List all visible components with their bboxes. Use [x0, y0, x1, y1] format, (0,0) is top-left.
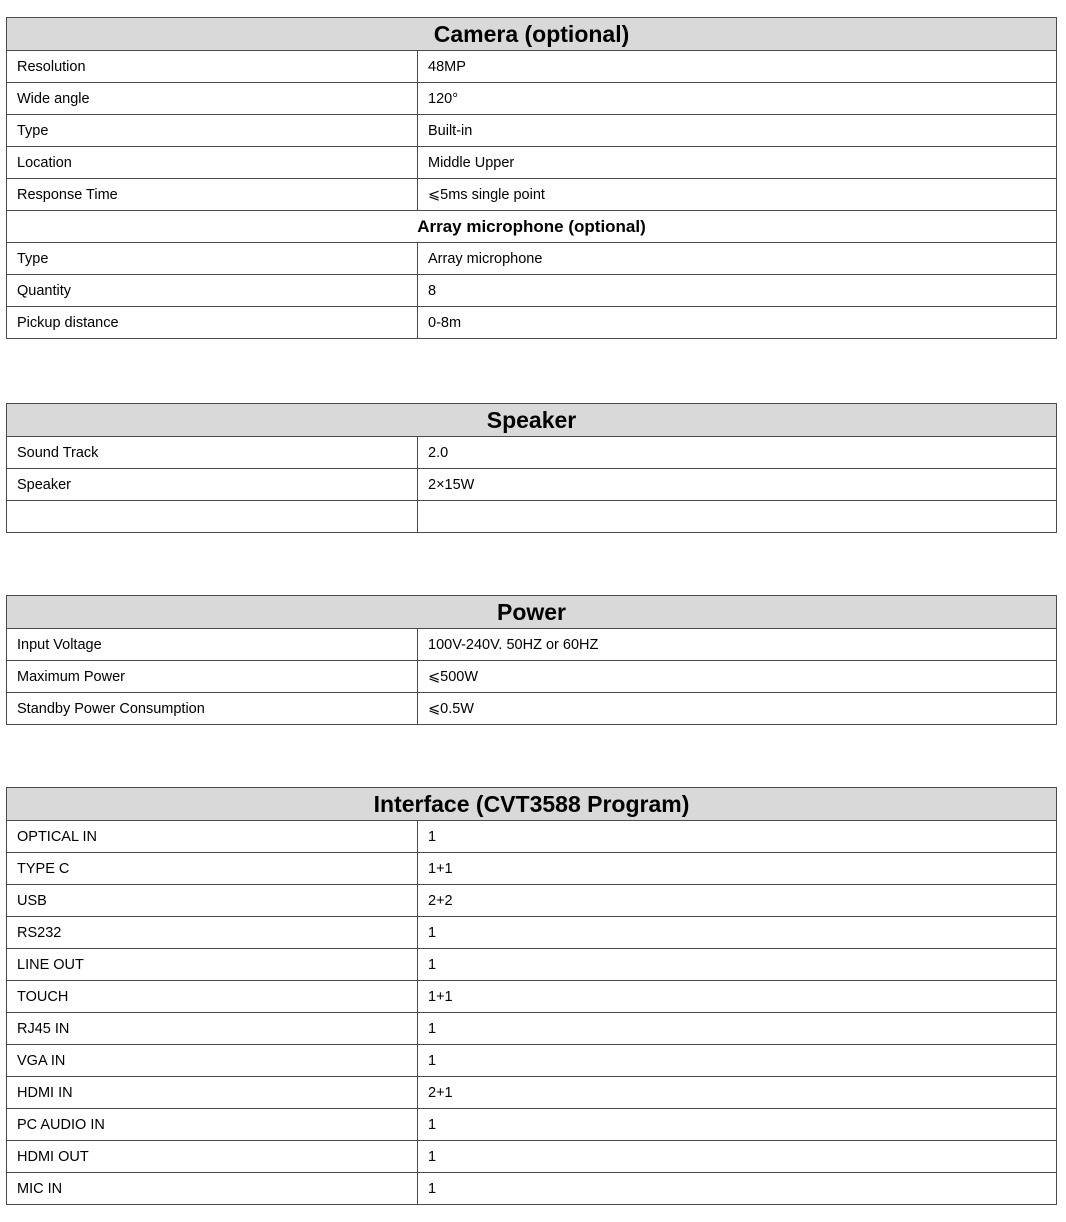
table-row	[7, 115, 1057, 147]
spec-value: 1	[418, 821, 1057, 853]
spec-value: Array microphone	[418, 243, 1057, 275]
spec-value: ⩽5ms single point	[418, 179, 1057, 211]
spec-label: HDMI OUT	[7, 1141, 418, 1173]
spec-label: OPTICAL IN	[7, 821, 418, 853]
spec-label: HDMI IN	[7, 1077, 418, 1109]
spec-value: 2.0	[418, 437, 1057, 469]
spec-value: 1	[418, 1045, 1057, 1077]
spec-label: MIC IN	[7, 1173, 418, 1205]
table-row	[7, 629, 1057, 661]
table-row	[7, 1077, 1057, 1109]
table-row	[7, 1109, 1057, 1141]
speaker-spec-table	[6, 403, 1057, 533]
spec-label: Input Voltage	[7, 629, 418, 661]
table-row	[7, 1013, 1057, 1045]
interface-spec-table	[6, 787, 1057, 1205]
spec-value: 1	[418, 917, 1057, 949]
power-spec-table	[6, 595, 1057, 725]
spec-label: Type	[7, 115, 418, 147]
table-row	[7, 51, 1057, 83]
table-row	[7, 693, 1057, 725]
power-section-title: Power	[7, 596, 1057, 629]
spec-label: Maximum Power	[7, 661, 418, 693]
spec-value: 48MP	[418, 51, 1057, 83]
spec-label	[7, 501, 418, 533]
table-row	[7, 821, 1057, 853]
spec-value: 2+1	[418, 1077, 1057, 1109]
table-row	[7, 853, 1057, 885]
table-row	[7, 917, 1057, 949]
spec-value	[418, 501, 1057, 533]
camera-section-title: Camera (optional)	[7, 18, 1057, 51]
table-row	[7, 981, 1057, 1013]
camera-spec-table	[6, 17, 1057, 339]
spec-label: Standby Power Consumption	[7, 693, 418, 725]
microphone-subsection-title: Array microphone (optional)	[7, 211, 1057, 243]
spec-label: RS232	[7, 917, 418, 949]
table-row	[7, 885, 1057, 917]
empty-table-row	[7, 501, 1057, 533]
spec-label: Type	[7, 243, 418, 275]
spec-value: 1	[418, 1109, 1057, 1141]
spec-value: Built-in	[418, 115, 1057, 147]
spec-label: Sound Track	[7, 437, 418, 469]
spec-label: Location	[7, 147, 418, 179]
spec-label: Quantity	[7, 275, 418, 307]
table-row	[7, 949, 1057, 981]
spec-value: 1+1	[418, 853, 1057, 885]
section-header-row	[7, 596, 1057, 629]
spec-label: VGA IN	[7, 1045, 418, 1077]
interface-section-title: Interface (CVT3588 Program)	[7, 788, 1057, 821]
table-row	[7, 1141, 1057, 1173]
spec-value: ⩽500W	[418, 661, 1057, 693]
spec-label: PC AUDIO IN	[7, 1109, 418, 1141]
spec-value: 8	[418, 275, 1057, 307]
table-row	[7, 1173, 1057, 1205]
spec-value: 120°	[418, 83, 1057, 115]
table-row	[7, 437, 1057, 469]
table-row	[7, 243, 1057, 275]
section-header-row	[7, 404, 1057, 437]
spec-value: 1	[418, 1141, 1057, 1173]
spec-value: Middle Upper	[418, 147, 1057, 179]
spec-value: 2+2	[418, 885, 1057, 917]
table-row	[7, 661, 1057, 693]
spec-value: 1	[418, 949, 1057, 981]
subsection-header-row	[7, 211, 1057, 243]
table-row	[7, 275, 1057, 307]
spec-label: USB	[7, 885, 418, 917]
table-row	[7, 147, 1057, 179]
speaker-section-title: Speaker	[7, 404, 1057, 437]
spec-label: LINE OUT	[7, 949, 418, 981]
spec-label: TYPE C	[7, 853, 418, 885]
spec-value: 1+1	[418, 981, 1057, 1013]
table-row	[7, 1045, 1057, 1077]
spec-label: Wide angle	[7, 83, 418, 115]
table-row	[7, 83, 1057, 115]
spec-value: 1	[418, 1173, 1057, 1205]
section-header-row	[7, 18, 1057, 51]
spec-value: 2×15W	[418, 469, 1057, 501]
spec-value: 1	[418, 1013, 1057, 1045]
spec-value: 0-8m	[418, 307, 1057, 339]
spec-label: RJ45 IN	[7, 1013, 418, 1045]
table-row	[7, 179, 1057, 211]
section-header-row	[7, 788, 1057, 821]
spec-label: Speaker	[7, 469, 418, 501]
spec-label: Resolution	[7, 51, 418, 83]
spec-value: 100V-240V. 50HZ or 60HZ	[418, 629, 1057, 661]
spec-value: ⩽0.5W	[418, 693, 1057, 725]
table-row	[7, 307, 1057, 339]
spec-label: Response Time	[7, 179, 418, 211]
spec-label: Pickup distance	[7, 307, 418, 339]
spec-label: TOUCH	[7, 981, 418, 1013]
table-row	[7, 469, 1057, 501]
